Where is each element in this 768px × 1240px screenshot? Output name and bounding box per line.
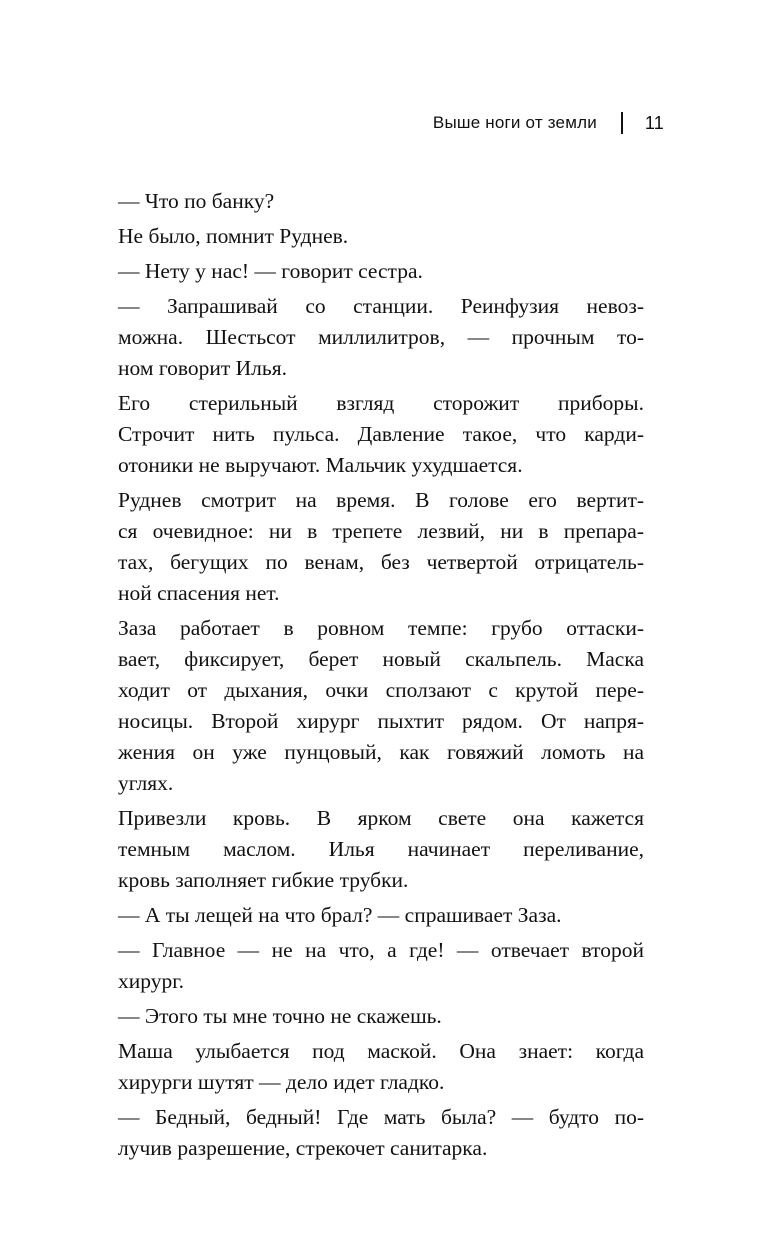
text-line: — Нету у нас! — говорит сестра. (118, 259, 423, 283)
paragraph (116, 291, 644, 384)
text-line: носицы. Второй хирург пыхтит рядом. От напря- (118, 709, 644, 733)
text-line: Руднев смотрит на время. В голове его вертит- (118, 488, 644, 512)
paragraph (116, 485, 644, 609)
text-line: отоники не выручают. Мальчик ухудшается. (118, 453, 523, 477)
text-line: углях. (118, 771, 174, 795)
header-divider (621, 112, 623, 134)
text-line: можна. Шестьсот миллилитров, — прочным то- (118, 325, 644, 349)
text-line: хирурги шутят — дело идет гладко. (118, 1070, 445, 1094)
text-line: — Этого ты мне точно не скажешь. (118, 1004, 442, 1028)
running-head (433, 112, 664, 134)
paragraph (116, 1036, 644, 1098)
text-line: — Бедный, бедный! Где мать была? — будто по- (118, 1105, 644, 1129)
text-line: ном говорит Илья. (118, 356, 287, 380)
text-line: Привезли кровь. В ярком свете она кажется (118, 806, 644, 830)
text-line: кровь заполняет гибкие трубки. (118, 868, 409, 892)
text-line: Его стерильный взгляд сторожит приборы. (118, 391, 644, 415)
text-line: лучив разрешение, стрекочет санитарка. (118, 1136, 488, 1160)
text-line: ходит от дыхания, очки сползают с крутой пере- (118, 678, 644, 702)
text-line: вает, фиксирует, берет новый скальпель. Маска (118, 647, 644, 671)
page-number: 11 (644, 112, 664, 133)
body-text (116, 186, 644, 1168)
paragraph (116, 256, 644, 287)
book-title: Выше ноги от земли (432, 113, 597, 132)
paragraph (116, 221, 644, 252)
paragraph (116, 935, 644, 997)
text-line: — Что по банку? (118, 189, 275, 213)
paragraph (116, 613, 644, 799)
paragraph (116, 186, 644, 217)
text-line: — Запрашивай со станции. Реинфузия невоз- (118, 294, 644, 318)
text-line: Заза работает в ровном темпе: грубо оттаски- (118, 616, 644, 640)
paragraph (116, 1001, 644, 1032)
text-line: тах, бегущих по венам, без четвертой отрицатель- (118, 550, 644, 574)
text-line: темным маслом. Илья начинает переливание, (118, 837, 644, 861)
paragraph (116, 803, 644, 896)
paragraph (116, 900, 644, 931)
text-line: — Главное — не на что, а где! — отвечает второй (118, 938, 644, 962)
text-line: жения он уже пунцовый, как говяжий ломоть на (118, 740, 644, 764)
text-line: ся очевидное: ни в трепете лезвий, ни в препара- (118, 519, 644, 543)
paragraph (116, 388, 644, 481)
text-line: хирург. (118, 969, 184, 993)
text-line: — А ты лещей на что брал? — спрашивает Заза. (118, 903, 562, 927)
text-line: Строчит нить пульса. Давление такое, что карди- (118, 422, 644, 446)
paragraph (116, 1102, 644, 1164)
text-line: Маша улыбается под маской. Она знает: когда (118, 1039, 644, 1063)
text-line: ной спасения нет. (118, 581, 280, 605)
text-line: Не было, помнит Руднев. (118, 224, 349, 248)
